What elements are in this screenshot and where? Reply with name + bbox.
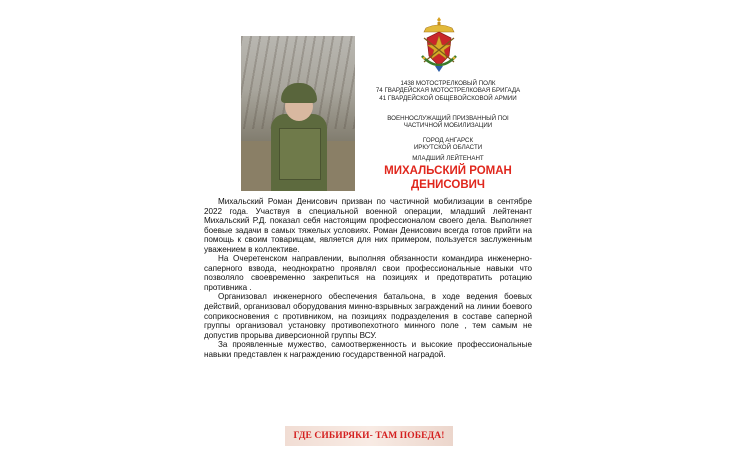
bio-paragraph-1: Михальский Роман Денисович призван по частичной мобилизации в сентябре 2022 года. Участвуя в специальной военной операции, младший лейтенант Михальский Р.Д. показал себя настоящим профессионалом своего дела. Выполняет боевые задачи в самых тяжелых условиях. Роман Денисович всегда готов прийти на помощь к своим товарищам, является для них примером, пользуется заслуженным уважением в коллективе.	[204, 197, 532, 254]
unit-block	[360, 80, 536, 102]
status-line-1: ВОЕННОСЛУЖАЩИЙ ПРИЗВАННЫЙ ПОІ	[387, 115, 509, 122]
soldier-photo	[241, 36, 355, 191]
biography	[204, 197, 532, 359]
name-line-2: ДЕНИСОВИЧ	[410, 178, 486, 191]
rank: МЛАДШИЙ ЛЕЙТЕНАНТ	[412, 155, 484, 162]
slogan-banner	[285, 426, 453, 446]
photo-vest	[279, 128, 321, 180]
bio-paragraph-4: За проявленные мужество, самоотверженность и высокие профессиональные навыки представлен к награждению государственной наградой.	[204, 340, 532, 359]
unit-regiment: 1438 МОТОСТРЕЛКОВЫЙ ПОЛК	[400, 80, 496, 87]
unit-army: 41 ГВАРДЕЙСКОЙ ОБЩЕВОЙСКОВОЙ АРМИИ	[379, 94, 517, 102]
city: ГОРОД АНГАРСК	[422, 137, 474, 144]
army-emblem-icon	[418, 16, 460, 74]
region: ИРКУТСКОЙ ОБЛАСТИ	[413, 144, 483, 152]
unit-brigade: 74 ГВАРДЕЙСКАЯ МОТОСТРЕЛКОВАЯ БРИГАДА	[375, 87, 521, 95]
slogan-text: ГДЕ СИБИРЯКИ- ТАМ ПОБЕДА!	[293, 431, 445, 441]
rank-block	[360, 155, 536, 162]
name-line-1: МИХАЛЬСКИЙ РОМАН	[384, 165, 512, 177]
location-block	[360, 137, 536, 152]
status-block	[360, 115, 536, 130]
person-name	[360, 165, 536, 192]
bio-paragraph-3: Организовал инженерного обеспечения батальона, в ходе ведения боевых действий, организовал оборудования минно-взрывных заграждений на линии боевого соприкосновения с противником, на позициях подразделения в составе саперной группы организовал установку противопехотного минного поле , тем самым не допустив прорыва диверсионной группы ВСУ.	[204, 292, 532, 340]
bio-paragraph-2: На Очеретенском направлении, выполняя обязанности командира инженерно-саперного взвода, неоднократно проявлял свои профессиональные навыки что позволяло своевременно закрепиться на позициях и предотвратить ротацию противника .	[204, 254, 532, 292]
status-line-2: ЧАСТИЧНОЙ МОБИЛИЗАЦИИ	[403, 122, 493, 130]
